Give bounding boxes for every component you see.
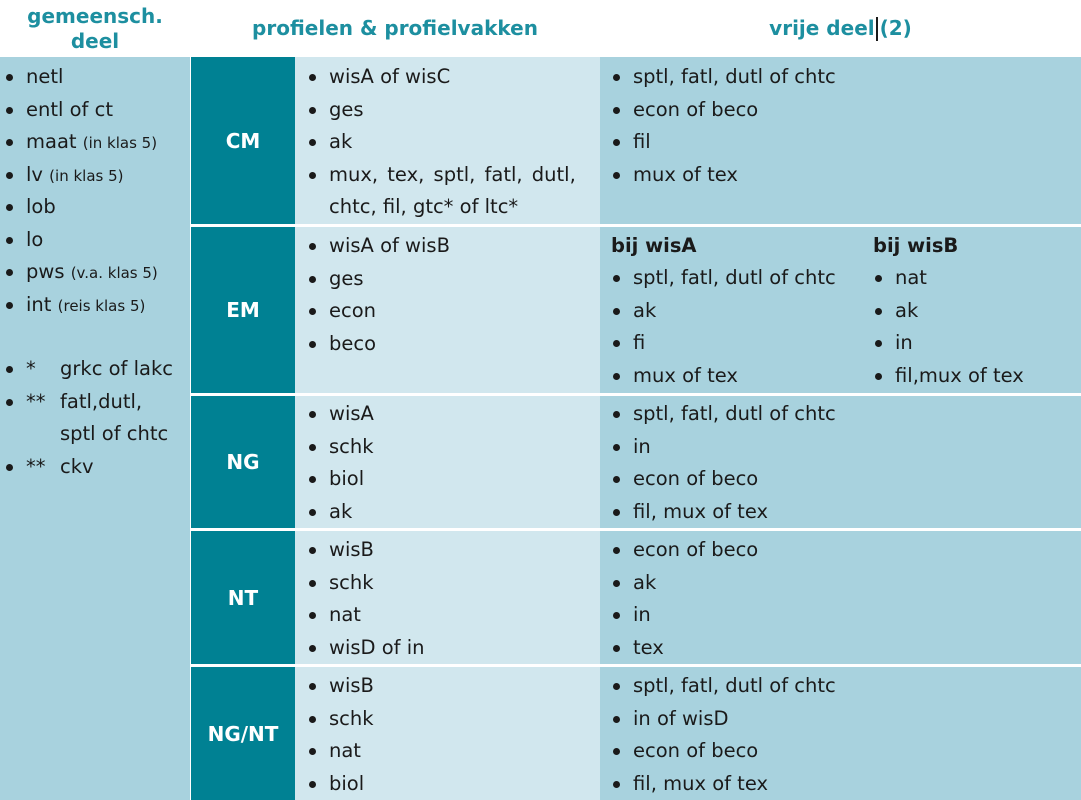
list-item: fil,mux of tex: [872, 360, 1024, 393]
text-cursor: [876, 17, 878, 41]
list-item: fil: [610, 126, 836, 159]
list-item: mux of tex: [610, 360, 836, 393]
header-profielen: profielen & profielvakken: [252, 16, 538, 40]
list-item: maat (in klas 5): [3, 126, 173, 159]
row-separator: [190, 528, 1081, 531]
ng-nt-subjects: [306, 670, 374, 800]
list-item: econ of beco: [610, 735, 836, 768]
list-item-continued: sptl of chtc: [60, 422, 169, 445]
profile-label-cm: CM: [191, 57, 295, 224]
cm-vrije-deel: [610, 61, 836, 191]
row-separator: [190, 224, 1081, 227]
list-item: ak: [872, 295, 1024, 328]
list-item: in of wisD: [610, 703, 836, 736]
profile-label-ng-nt: NG/NT: [191, 667, 295, 800]
list-item: econ of beco: [610, 94, 836, 127]
list-item: fil, mux of tex: [610, 768, 836, 800]
list-item: econ: [306, 295, 450, 328]
header-vrije-deel: [600, 0, 1081, 57]
list-item: mux of tex: [610, 159, 836, 192]
list-item: fil, mux of tex: [610, 496, 836, 529]
list-item: sptl, fatl, dutl of chtc: [610, 670, 836, 703]
list-item: nat: [872, 262, 1024, 295]
list-item: ges: [306, 263, 450, 296]
list-item: lo: [3, 224, 173, 257]
list-item: wisD of in: [306, 632, 425, 665]
list-item-continued: chtc, fil, gtc* of ltc*: [329, 195, 519, 218]
list-item: mux, tex, sptl, fatl, dutl,: [306, 159, 576, 192]
nt-vrije-deel: [610, 534, 758, 664]
row-separator: [190, 664, 1081, 667]
list-item: schk: [306, 431, 374, 464]
list-item: econ of beco: [610, 534, 758, 567]
list-item: ak: [306, 496, 374, 529]
row-separator: [190, 393, 1081, 396]
header-vrije-deel-note: (2): [879, 16, 912, 40]
list-item: sptl, fatl, dutl of chtc: [610, 262, 836, 295]
profile-label-em: EM: [191, 227, 295, 393]
cm-subjects: [306, 61, 576, 224]
profile-label-nt: NT: [191, 531, 295, 664]
list-item: sptl, fatl, dutl of chtc: [610, 398, 836, 431]
list-item: nat: [306, 599, 425, 632]
list-item: ak: [610, 567, 758, 600]
header-gemeenschappelijk: gemeensch. deel: [27, 3, 163, 53]
list-item: nat: [306, 735, 374, 768]
list-item: wisB: [306, 670, 374, 703]
list-item: ** ckv: [3, 451, 173, 484]
list-item: netl: [3, 61, 173, 94]
list-item: wisA: [306, 398, 374, 431]
header-vrije-deel-text: vrije deel: [769, 16, 875, 40]
em-subjects: [306, 230, 450, 360]
list-item: tex: [610, 632, 758, 665]
list-item: lob: [3, 191, 173, 224]
list-item: ak: [306, 126, 576, 159]
list-item: wisA of wisB: [306, 230, 450, 263]
em-vrije-deel-wisb: [872, 262, 1024, 392]
list-item: biol: [306, 768, 374, 800]
list-item: pws (v.a. klas 5): [3, 256, 173, 289]
list-item: schk: [306, 703, 374, 736]
list-item: schk: [306, 567, 425, 600]
nt-subjects: [306, 534, 425, 664]
em-wisa-title: bij wisA: [611, 234, 697, 257]
list-item: in: [610, 431, 836, 464]
list-item: entl of ct: [3, 94, 173, 127]
list-item: in: [610, 599, 758, 632]
list-item: wisB: [306, 534, 425, 567]
list-spacer: [3, 321, 173, 353]
list-item: lv (in klas 5): [3, 159, 173, 192]
list-item: econ of beco: [610, 463, 836, 496]
list-item: wisA of wisC: [306, 61, 576, 94]
list-item: in: [872, 327, 1024, 360]
list-item: ges: [306, 94, 576, 127]
gemeenschappelijk-list: [3, 61, 173, 483]
profile-label-ng: NG: [191, 396, 295, 528]
em-wisb-title: bij wisB: [873, 234, 959, 257]
list-item: int (reis klas 5): [3, 289, 173, 322]
em-vrije-deel-wisa: [610, 262, 836, 392]
ng-vrije-deel: [610, 398, 836, 528]
list-item: biol: [306, 463, 374, 496]
ng-nt-vrije-deel: [610, 670, 836, 800]
list-item: beco: [306, 328, 450, 361]
ng-subjects: [306, 398, 374, 528]
list-item: sptl, fatl, dutl of chtc: [610, 61, 836, 94]
list-item: ak: [610, 295, 836, 328]
list-item: fi: [610, 327, 836, 360]
list-item: * grkc of lakc: [3, 353, 173, 386]
list-item: ** fatl,dutl,: [3, 386, 173, 419]
